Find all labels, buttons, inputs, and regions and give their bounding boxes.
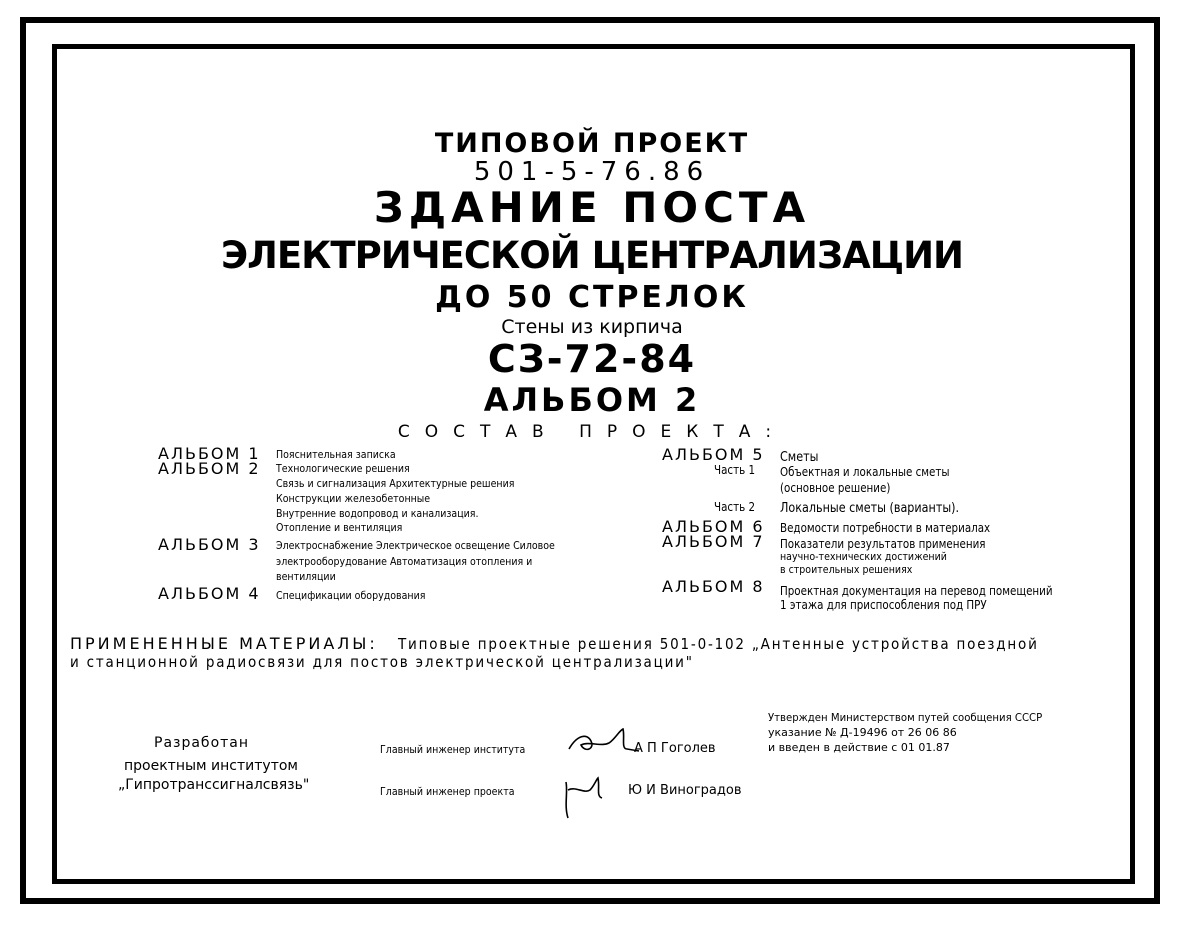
materials-line-2: и станционной радиосвязи для постов электрической централизации": [70, 653, 694, 671]
contents-heading: СОСТАВ ПРОЕКТА:: [397, 422, 787, 442]
album-2-line: Конструкции железобетонные: [276, 492, 431, 505]
album-3-line: электрооборудование Автоматизация отопления и: [276, 555, 533, 568]
approval-line-3: и введен в действие с 01 01.87: [768, 741, 950, 754]
signature-role-institute: Главный инженер института: [380, 743, 526, 756]
title-line-1: ЗДАНИЕ ПОСТА: [373, 183, 811, 232]
album-number: АЛЬБОМ 2: [483, 381, 701, 419]
album-2-line: Внутренние водопровод и канализация.: [276, 507, 479, 520]
album-8-line: Проектная документация на перевод помещений: [780, 584, 1053, 598]
part-1-line: Объектная и локальные сметы: [780, 465, 950, 479]
album-7-label: АЛЬБОМ 7: [662, 532, 765, 551]
album-5-label: АЛЬБОМ 5: [662, 445, 765, 464]
album-5-line: Сметы: [780, 450, 819, 465]
part-2-line: Локальные сметы (варианты).: [780, 501, 960, 516]
album-1-label: АЛЬБОМ 1: [158, 444, 261, 463]
album-6-label: АЛЬБОМ 6: [662, 517, 765, 536]
album-8-line: 1 этажа для приспособления под ПРУ: [780, 598, 987, 612]
materials-label: ПРИМЕНЕННЫЕ МАТЕРИАЛЫ:: [70, 634, 378, 653]
developer-line-1: Разработан: [154, 735, 250, 751]
developer-line-2: проектным институтом: [124, 758, 298, 774]
project-type: ТИПОВОЙ ПРОЕКТ: [434, 128, 750, 159]
signature-role-project: Главный инженер проекта: [380, 785, 515, 798]
album-2-line: Технологические решения: [276, 462, 410, 475]
album-2-line: Связь и сигнализация Архитектурные решения: [276, 477, 515, 490]
walls-subtitle: Стены из кирпича: [501, 316, 683, 338]
signature-name-project: Ю И Виноградов: [628, 783, 742, 798]
album-1-line: Пояснительная записка: [276, 448, 396, 461]
album-3-line: вентиляции: [276, 570, 336, 583]
album-2-line: Отопление и вентиляция: [276, 521, 403, 534]
album-6-line: Ведомости потребности в материалах: [780, 521, 991, 535]
album-2-label: АЛЬБОМ 2: [158, 459, 261, 478]
album-7-line: Показатели результатов применения: [780, 537, 986, 551]
part-1-line: (основное решение): [780, 481, 891, 495]
approval-line-2: указание № Д-19496 от 26 06 86: [768, 726, 957, 739]
album-7-line: научно-технических достижений: [780, 550, 947, 563]
signature-mark: [560, 772, 610, 822]
signature-mark: [565, 727, 645, 757]
developer-line-3: „Гипротранссигналсвязь": [118, 777, 310, 793]
album-3-label: АЛЬБОМ 3: [158, 535, 261, 554]
approval-line-1: Утвержден Министерством путей сообщения СССР: [768, 711, 1043, 724]
album-8-label: АЛЬБОМ 8: [662, 577, 765, 596]
part-2-label: Часть 2: [714, 500, 756, 514]
signature-name-institute: А П Гоголев: [634, 741, 716, 756]
series-code: СЗ-72-84: [487, 337, 697, 381]
title-line-3: ДО 50 СТРЕЛОК: [435, 280, 749, 315]
album-7-line: в строительных решениях: [780, 563, 913, 576]
title-line-2: ЭЛЕКТРИЧЕСКОЙ ЦЕНТРАЛИЗАЦИИ: [220, 234, 964, 277]
materials-line-1: Типовые проектные решения 501-0-102 „Антенные устройства поездной: [398, 635, 1039, 653]
part-1-label: Часть 1: [714, 463, 756, 477]
album-4-line: Спецификации оборудования: [276, 589, 426, 602]
album-3-line: Электроснабжение Электрическое освещение Силовое: [276, 539, 555, 552]
project-number: 501-5-76.86: [473, 157, 711, 187]
album-4-label: АЛЬБОМ 4: [158, 584, 261, 603]
